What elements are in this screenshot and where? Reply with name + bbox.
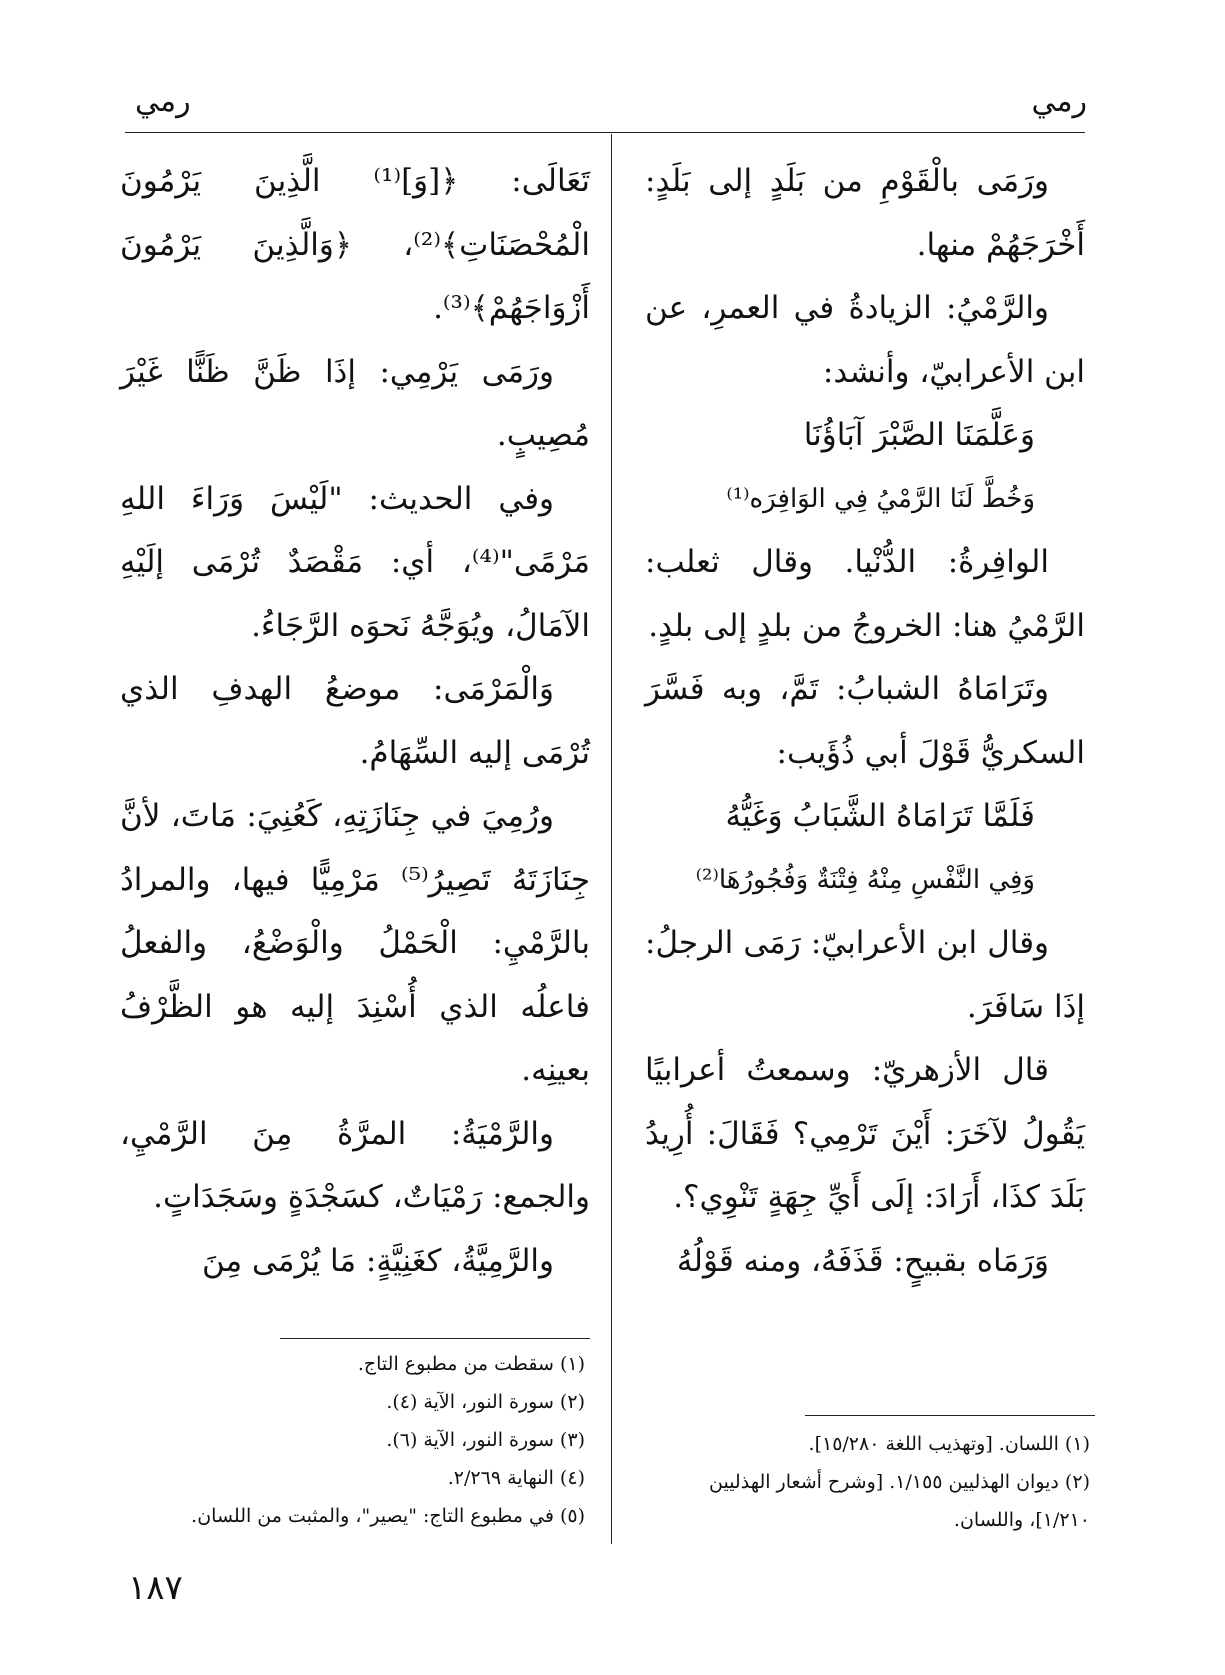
paragraph: والرَّمْيَةُ: المرَّةُ مِنَ الرَّمْيِ، والجمع: رَمْيَاتٌ، كسَجْدَةٍ وسَجَدَاتٍ. — [120, 1115, 590, 1215]
paragraph: الوافِرةُ: الدُّنْيا. وقال ثعلب: الرَّمْيُ هنا: الخروجُ من بلدٍ إلى بلدٍ. — [645, 544, 1085, 644]
footnote: (٢) ديوان الهذليين ١/١٥٥. [وشرح أشعار الهذليين ١/٢١٠]، واللسان. — [709, 1471, 1090, 1531]
paragraph: قال الأزهريّ: وسمعتُ أعرابيًا يَقُولُ لآخَرَ: أَيْنَ تَرْمِي؟ فَقَالَ: أُرِيدُ بَلَدَ كذَا، أَرَادَ: إلَى أَيِّ جِهَةٍ تَنْوِي؟. — [645, 1052, 1085, 1215]
paragraph: وفي الحديث: "لَيْسَ وَرَاءَ اللهِ مَرْمًى"⁽⁴⁾، أي: مَقْصَدٌ تُرْمَى إلَيْهِ الآمَالُ، ويُوَجَّهُ نَحوَه الرَّجَاءُ. — [120, 480, 590, 644]
footnote-rule-right — [805, 1415, 1095, 1416]
footnote-rule-left — [280, 1338, 590, 1339]
paragraph: والرَّمْيُ: الزيادةُ في العمرِ، عن ابن الأعرابيّ، وأنشد: — [645, 290, 1085, 390]
paragraph: وتَرَامَاهُ الشبابُ: تَمَّ، وبه فَسَّرَ السكريُّ قَوْلَ أبي ذُؤَيب: — [645, 671, 1085, 771]
running-header-right: رمي — [1031, 84, 1087, 119]
paragraph: وقال ابن الأعرابيّ: رَمَى الرجلُ: إذَا سَافَرَ. — [645, 925, 1085, 1025]
paragraph: والرَّمِيَّةُ، كغَنِيَّةٍ: مَا يُرْمَى مِنَ — [201, 1242, 554, 1279]
footnote: (١) سقطت من مطبوع التاج. — [357, 1353, 585, 1375]
paragraph: تَعَالَى: ﴿[وَ]⁽¹⁾ الَّذِينَ يَرْمُونَ الْمُحْصَنَاتِ﴾⁽²⁾، ﴿وَالَّذِينَ يَرْمُونَ أَزْوَاجَهُمْ﴾⁽³⁾. — [120, 163, 591, 326]
paragraph: وَالْمَرْمَى: موضعُ الهدفِ الذي تُرْمَى إليه السِّهَامُ. — [120, 671, 590, 771]
paragraph: ورَمَى بالْقَوْمِ من بَلَدٍ إلى بَلَدٍ: أَخْرَجَهُمْ منها. — [645, 163, 1085, 263]
footnote: (٢) سورة النور، الآية (٤). — [386, 1391, 585, 1413]
right-column-text — [645, 150, 1085, 1293]
footnote: (١) اللسان. [وتهذيب اللغة ١٥/٢٨٠]. — [808, 1433, 1090, 1455]
page-number: ١٨٧ — [128, 1568, 183, 1608]
poem-verse: فَلَمَّا تَرَامَاهُ الشَّبَابُ وَغَيُّهُ — [725, 798, 1035, 834]
paragraph: وَرَمَاه بقبيحٍ: قَذَفَهُ، ومنه قَوْلُهُ — [676, 1242, 1049, 1279]
poem-verse: وَخُطَّ لَنَا الرَّمْيُ فِي الوَافِرَه⁽¹⁾ — [726, 483, 1035, 514]
footnotes-left — [170, 1345, 585, 1535]
running-header-left: رمي — [135, 84, 191, 119]
paragraph: ورُمِيَ في جِنَازَتِهِ، كَعُنِيَ: مَاتَ، لأنَّ جِنَازَتَهُ تَصِيرُ⁽⁵⁾ مَرْمِيًّا فيها، والمرادُ بالرَّمْيِ: الْحَمْلُ والْوَضْعُ، والفعلُ فاعلُه الذي أُسْنِدَ إليه هو الظَّرْفُ بعينِه. — [120, 798, 590, 1088]
poem-verse: وَفِي النَّفْسِ مِنْهُ فِتْنَةٌ وَفُجُورُهَا⁽²⁾ — [695, 864, 1035, 895]
paragraph: ورَمَى يَرْمِي: إذَا ظَنَّ ظَنًّا غَيْرَ مُصِيبٍ. — [120, 353, 590, 453]
poem-verse: وَعَلَّمَنَا الصَّبْرَ آبَاؤُنَا — [803, 417, 1035, 453]
footnote: (٣) سورة النور، الآية (٦). — [386, 1429, 585, 1451]
footnotes-right — [645, 1425, 1090, 1539]
column-divider — [611, 134, 612, 1544]
header-rule — [125, 132, 1085, 133]
footnote: (٤) النهاية ٢/٢٦٩. — [447, 1467, 585, 1489]
footnote: (٥) في مطبوع التاج: "يصير"، والمثبت من اللسان. — [191, 1505, 585, 1527]
left-column-text — [120, 150, 590, 1293]
